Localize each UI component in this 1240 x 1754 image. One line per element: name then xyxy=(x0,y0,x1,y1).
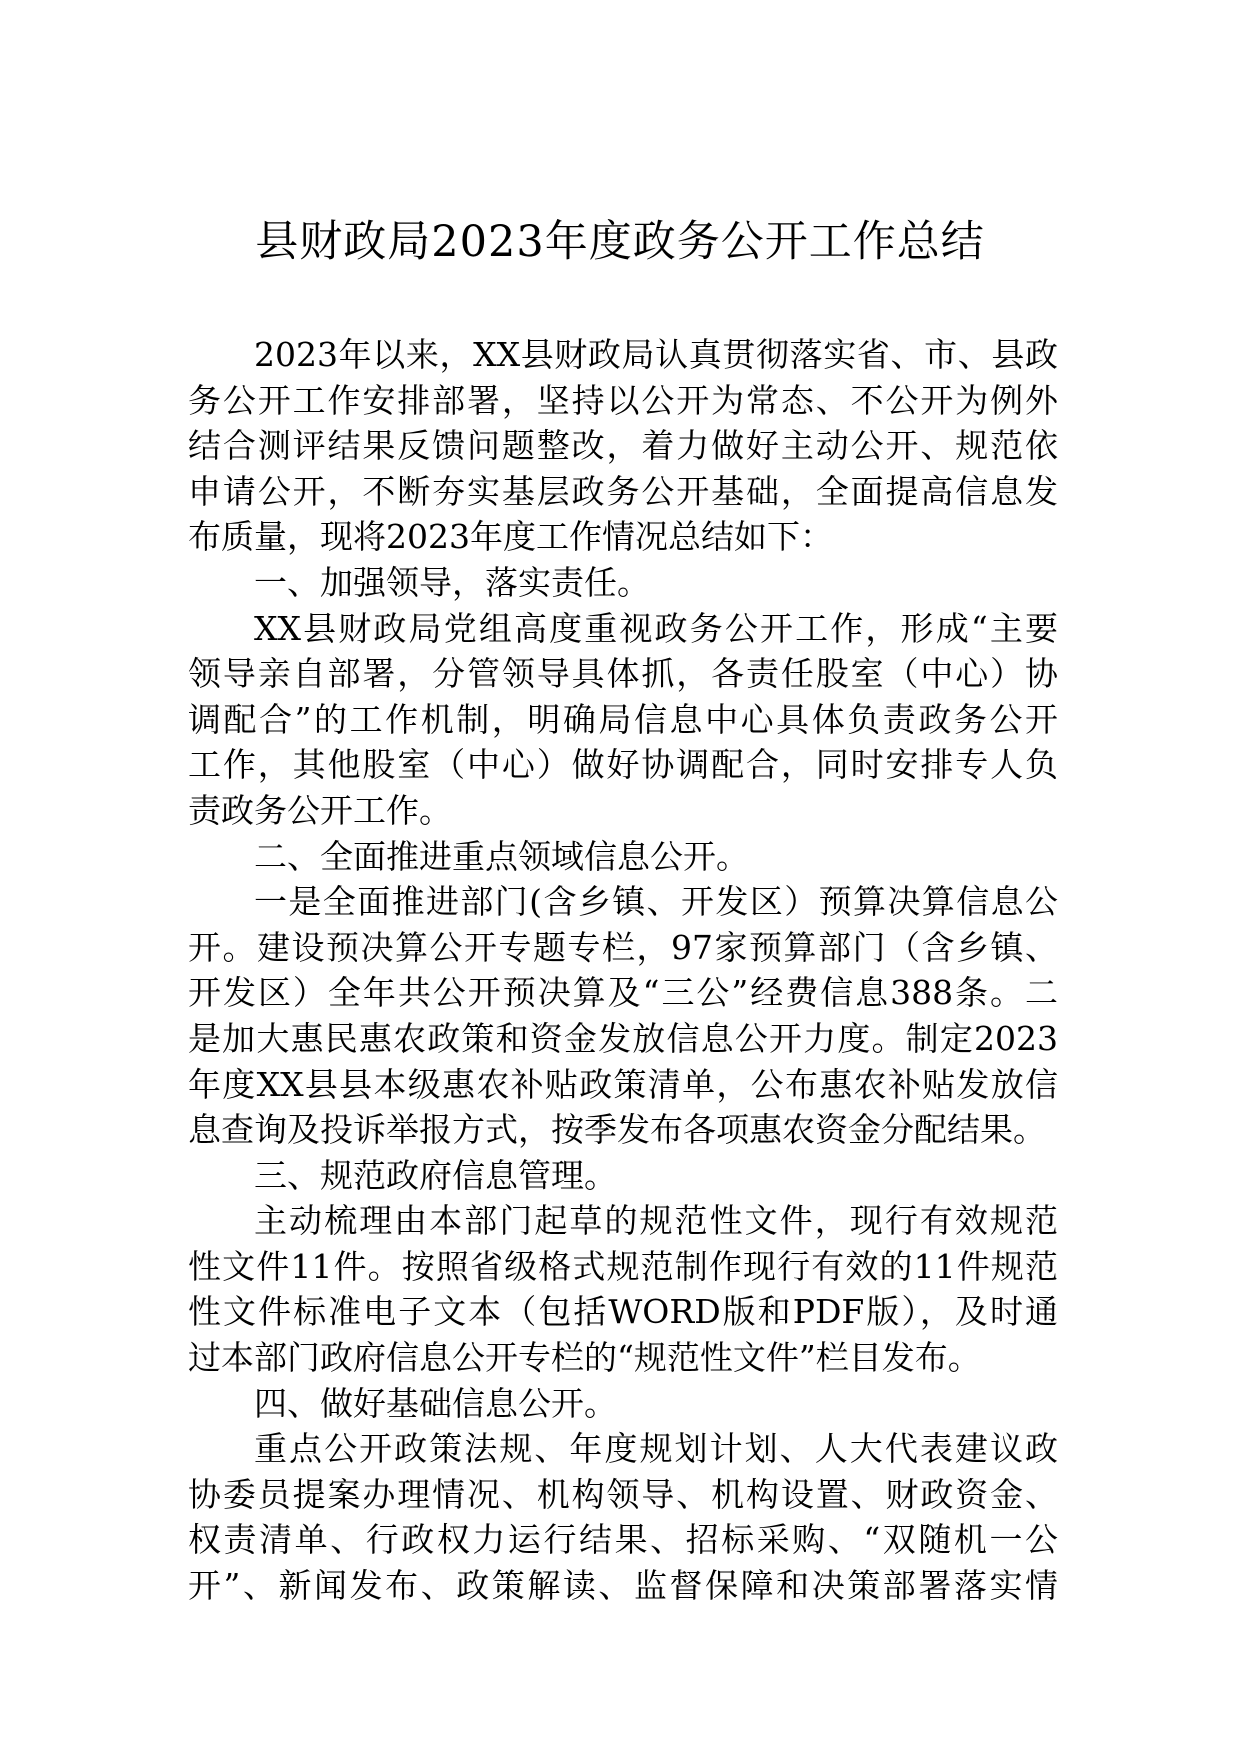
body-text-line: 年度XX县县本级惠农补贴政策清单，公布惠农补贴发放信 xyxy=(188,1064,1058,1104)
body-text-line: 过本部门政府信息公开专栏的“规范性文件”栏目发布。 xyxy=(188,1338,981,1378)
body-text-line: 重点公开政策法规、年度规划计划、人大代表建议政 xyxy=(254,1429,1058,1469)
body-text-line: 性文件11件。按照省级格式规范制作现行有效的11件规范 xyxy=(188,1246,1058,1286)
body-text-line: 性文件标准电子文本（包括WORD版和PDF版），及时通 xyxy=(188,1292,1058,1332)
body-text-line: 主动梳理由本部门起草的规范性文件，现行有效规范 xyxy=(254,1201,1058,1241)
body-text-line: 三、规范政府信息管理。 xyxy=(254,1155,617,1195)
body-text-line: 二、全面推进重点领域信息公开。 xyxy=(254,836,749,876)
body-text-line: 协委员提案办理情况、机构领导、机构设置、财政资金、 xyxy=(188,1474,1058,1514)
body-text-line: 开发区）全年共公开预决算及“三公”经费信息388条。二 xyxy=(188,973,1058,1013)
body-text-line: 责政务公开工作。 xyxy=(188,790,452,830)
document-body xyxy=(188,332,1058,1609)
body-text-line: 息查询及投诉举报方式，按季发布各项惠农资金分配结果。 xyxy=(188,1110,1046,1150)
body-text-line: 申请公开，不断夯实基层政务公开基础，全面提高信息发 xyxy=(188,471,1058,511)
body-text-line: 2023年以来，XX县财政局认真贯彻落实省、市、县政 xyxy=(254,335,1058,374)
body-text-line: 开”、新闻发布、政策解读、监督保障和决策部署落实情 xyxy=(188,1566,1058,1606)
body-text-line: 权责清单、行政权力运行结果、招标采购、“双随机一公 xyxy=(188,1520,1058,1560)
body-text-line: 领导亲自部署，分管领导具体抓，各责任股室（中心）协 xyxy=(188,654,1058,694)
body-text-line: 是加大惠民惠农政策和资金发放信息公开力度。制定2023 xyxy=(188,1018,1058,1058)
body-text-line: 调配合”的工作机制，明确局信息中心具体负责政务公开 xyxy=(188,699,1058,739)
body-text-line: 布质量，现将2023年度工作情况总结如下： xyxy=(188,517,833,557)
body-text-line: 一是全面推进部门(含乡镇、开发区）预算决算信息公 xyxy=(254,882,1058,922)
body-text-line: 结合测评结果反馈问题整改，着力做好主动公开、规范依 xyxy=(188,426,1058,466)
body-text-line: 工作，其他股室（中心）做好协调配合，同时安排专人负 xyxy=(188,745,1058,785)
body-text-line: 务公开工作安排部署，坚持以公开为常态、不公开为例外 xyxy=(188,380,1058,420)
body-text-line: 开。建设预决算公开专题专栏，97家预算部门（含乡镇、 xyxy=(188,927,1058,967)
body-text-line: 一、加强领导，落实责任。 xyxy=(254,562,650,602)
body-text-line: XX县财政局党组高度重视政务公开工作，形成“主要 xyxy=(254,608,1058,648)
document-title: 县财政局2023年度政务公开工作总结 xyxy=(255,217,985,267)
body-text-line: 四、做好基础信息公开。 xyxy=(254,1383,617,1423)
